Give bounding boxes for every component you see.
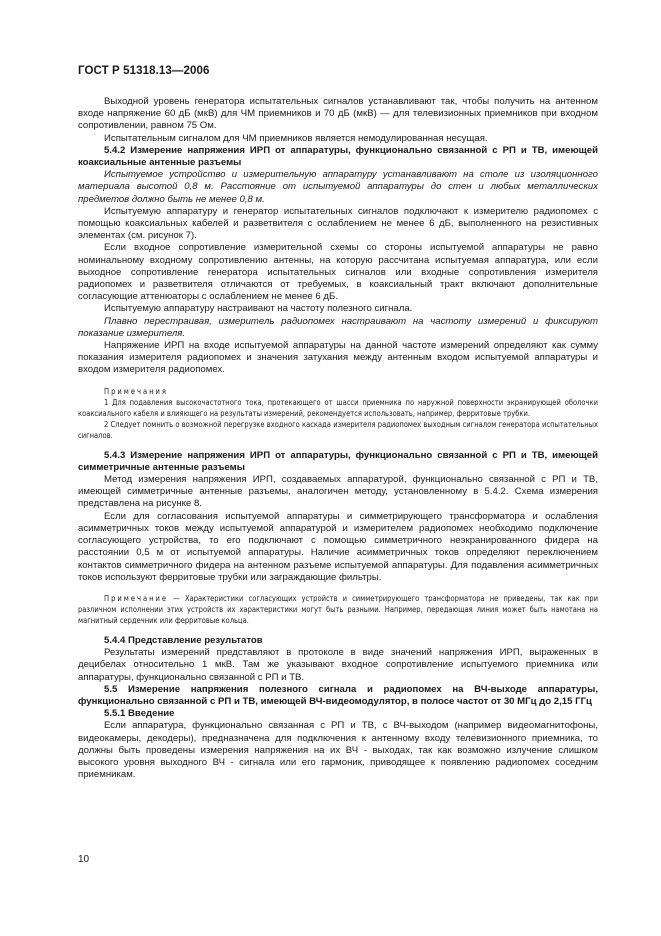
section-heading-5-5: 5.5 Измерение напряжения полезного сигнала и радиопомех на ВЧ-выходе аппаратуры, функционально связанной с РП и ТВ, имеющей ВЧ-видеомодулятор, в полосе частот от 30 МГц до 2,15 ГГц (78, 683, 598, 707)
section-heading-5-4-3: 5.4.3 Измерение напряжения ИРП от аппаратуры, функционально связанной с РП и ТВ, имеющей симметричные антенные разъемы (78, 449, 598, 473)
paragraph-symmetric-method: Метод измерения напряжения ИРП, создаваемых аппаратурой, функционально связанной с РП и ТВ, имеющей симметричные антенные разъемы, аналогичен методу, установленному в 5.4.2. Схема измерения представлена на рисунке 8. (78, 474, 598, 510)
section-heading-5-4-4: 5.4.4 Представление результатов (104, 634, 263, 646)
paragraph-introduction: Если аппаратура, функционально связанная с РП и ТВ, с ВЧ-выходом (например видеомагнитофоны, видеокамеры, декодеры), предназначена для подключения к антенному входу телевизионного приемника, то должны быть проведены измерения напряжения на их ВЧ - выходах, так как возможно излучение слишком высокого уровня выходного ВЧ - сигнала или его гармоник, приводящее к появлению радиопомех соседним приемникам. (78, 720, 598, 781)
note-3-text: — Характеристики согласующих устройств и симметрирующего трансформатора не приведены, так как при различном исполнении этих устройств их характеристики могут быть разными. Например, передающая линия может быть намотана на магнитный сердечник или ферритовые кольца. (78, 593, 598, 625)
paragraph-results: Результаты измерений представляют в протоколе в виде значений напряжения ИРП, выраженных в децибелах относительно 1 мкВ. Там же указывают входное сопротивление испытуемого приемника или аппаратуры, функционально связанной с РП и ТВ. (78, 647, 598, 683)
paragraph-connection: Испытуемую аппаратуру и генератор испытательных сигналов подключают к измерителю радиопомех с помощью коаксиальных кабелей и разветвителя с ослаблением не менее 6 дБ, выполненного на резистивных элементах (см. рисунок 7). (78, 205, 598, 242)
document-body (78, 96, 598, 781)
paragraph-impedance: Если входное сопротивление измерительной схемы со стороны испытуемой аппаратуры не равно номинальному входному сопротивлению антенны, на которую рассчитана испытуемая аппаратура, или если выходное сопротивление генератора испытательных сигналов или входные сопротивления измерителя радиопомех и разветвителя отличаются от требуемых, в коаксиальный тракт включают дополнительные согласующие аттенюаторы с ослаблением не менее 6 дБ. (78, 242, 598, 303)
notes-title: Примечания (104, 386, 168, 396)
note-3 (78, 593, 598, 626)
note-2: 2 Следует помнить о возможной перегрузке входного каскада измерителя радиопомех выходным сигналом генератора испытательных сигналов. (78, 419, 598, 440)
standard-header: ГОСТ Р 51318.13—2006 (78, 65, 210, 77)
paragraph-tuning: Испытуемую аппаратуру настраивают на частоту полезного сигнала. (104, 303, 413, 315)
paragraph-matching-device: Если для согласования испытуемой аппаратуры и симметрирующего трансформатора и ослабления асимметричных токов между испытуемой аппаратурой и измерителем радиопомех необходимо подключение согласующего устройства, то его подключают с помощью симметричного неэкранированного фидера на расстоянии 0,5 м от испытуемой аппаратуры. Наличие асимметричных токов определяют переключением контактов симметричного фидера на антенном разъеме испытуемой аппаратуры. Для подавления асимметричных токов используют ферритовые трубки или заграждающие фильтры. (78, 510, 598, 583)
note-3-label: Примечание (104, 593, 169, 603)
note-1: 1 Для подавления высокочастотного тока, протекающего от шасси приемника по наружной поверхности экранирующей оболочки коаксиального кабеля и влияющего на результаты измерений, рекомендуется использовать, например, ферритовые трубки. (78, 397, 598, 418)
paragraph-output-level: Выходной уровень генератора испытательных сигналов устанавливают так, чтобы получить на антенном входе напряжение 60 дБ (мкВ) для ЧМ приемников и 70 дБ (мкВ) — для телевизионных приемников при входном сопротивлении, равном 75 Ом. (78, 96, 598, 132)
section-heading-5-5-1: 5.5.1 Введение (104, 708, 175, 720)
paragraph-setup: Испытуемое устройство и измерительную аппаратуру устанавливают на столе из изоляционного материала высотой 0,8 м. Расстояние от испытуемой аппаратуры до стен и любых металлических предметов должно быть не менее 0,8 м. (78, 169, 598, 205)
page-number: 10 (78, 854, 90, 865)
section-heading-5-4-2: 5.4.2 Измерение напряжения ИРП от аппаратуры, функционально связанной с РП и ТВ, имеющей коаксиальные антенные разъемы (78, 144, 598, 169)
paragraph-test-signal: Испытательным сигналом для ЧМ приемников является немодулированная несущая. (104, 132, 488, 144)
paragraph-retuning: Плавно перестраивая, измеритель радиопомех настраивают на частоту измерений и фиксируют показание измерителя. (78, 315, 598, 339)
paragraph-voltage-sum: Напряжение ИРП на входе испытуемой аппаратуры на данной частоте измерений определяют как сумму показания измерителя радиопомех и значения затухания между антенным входом испытуемой аппаратуры и входом измерителя радиопомех. (78, 340, 598, 376)
